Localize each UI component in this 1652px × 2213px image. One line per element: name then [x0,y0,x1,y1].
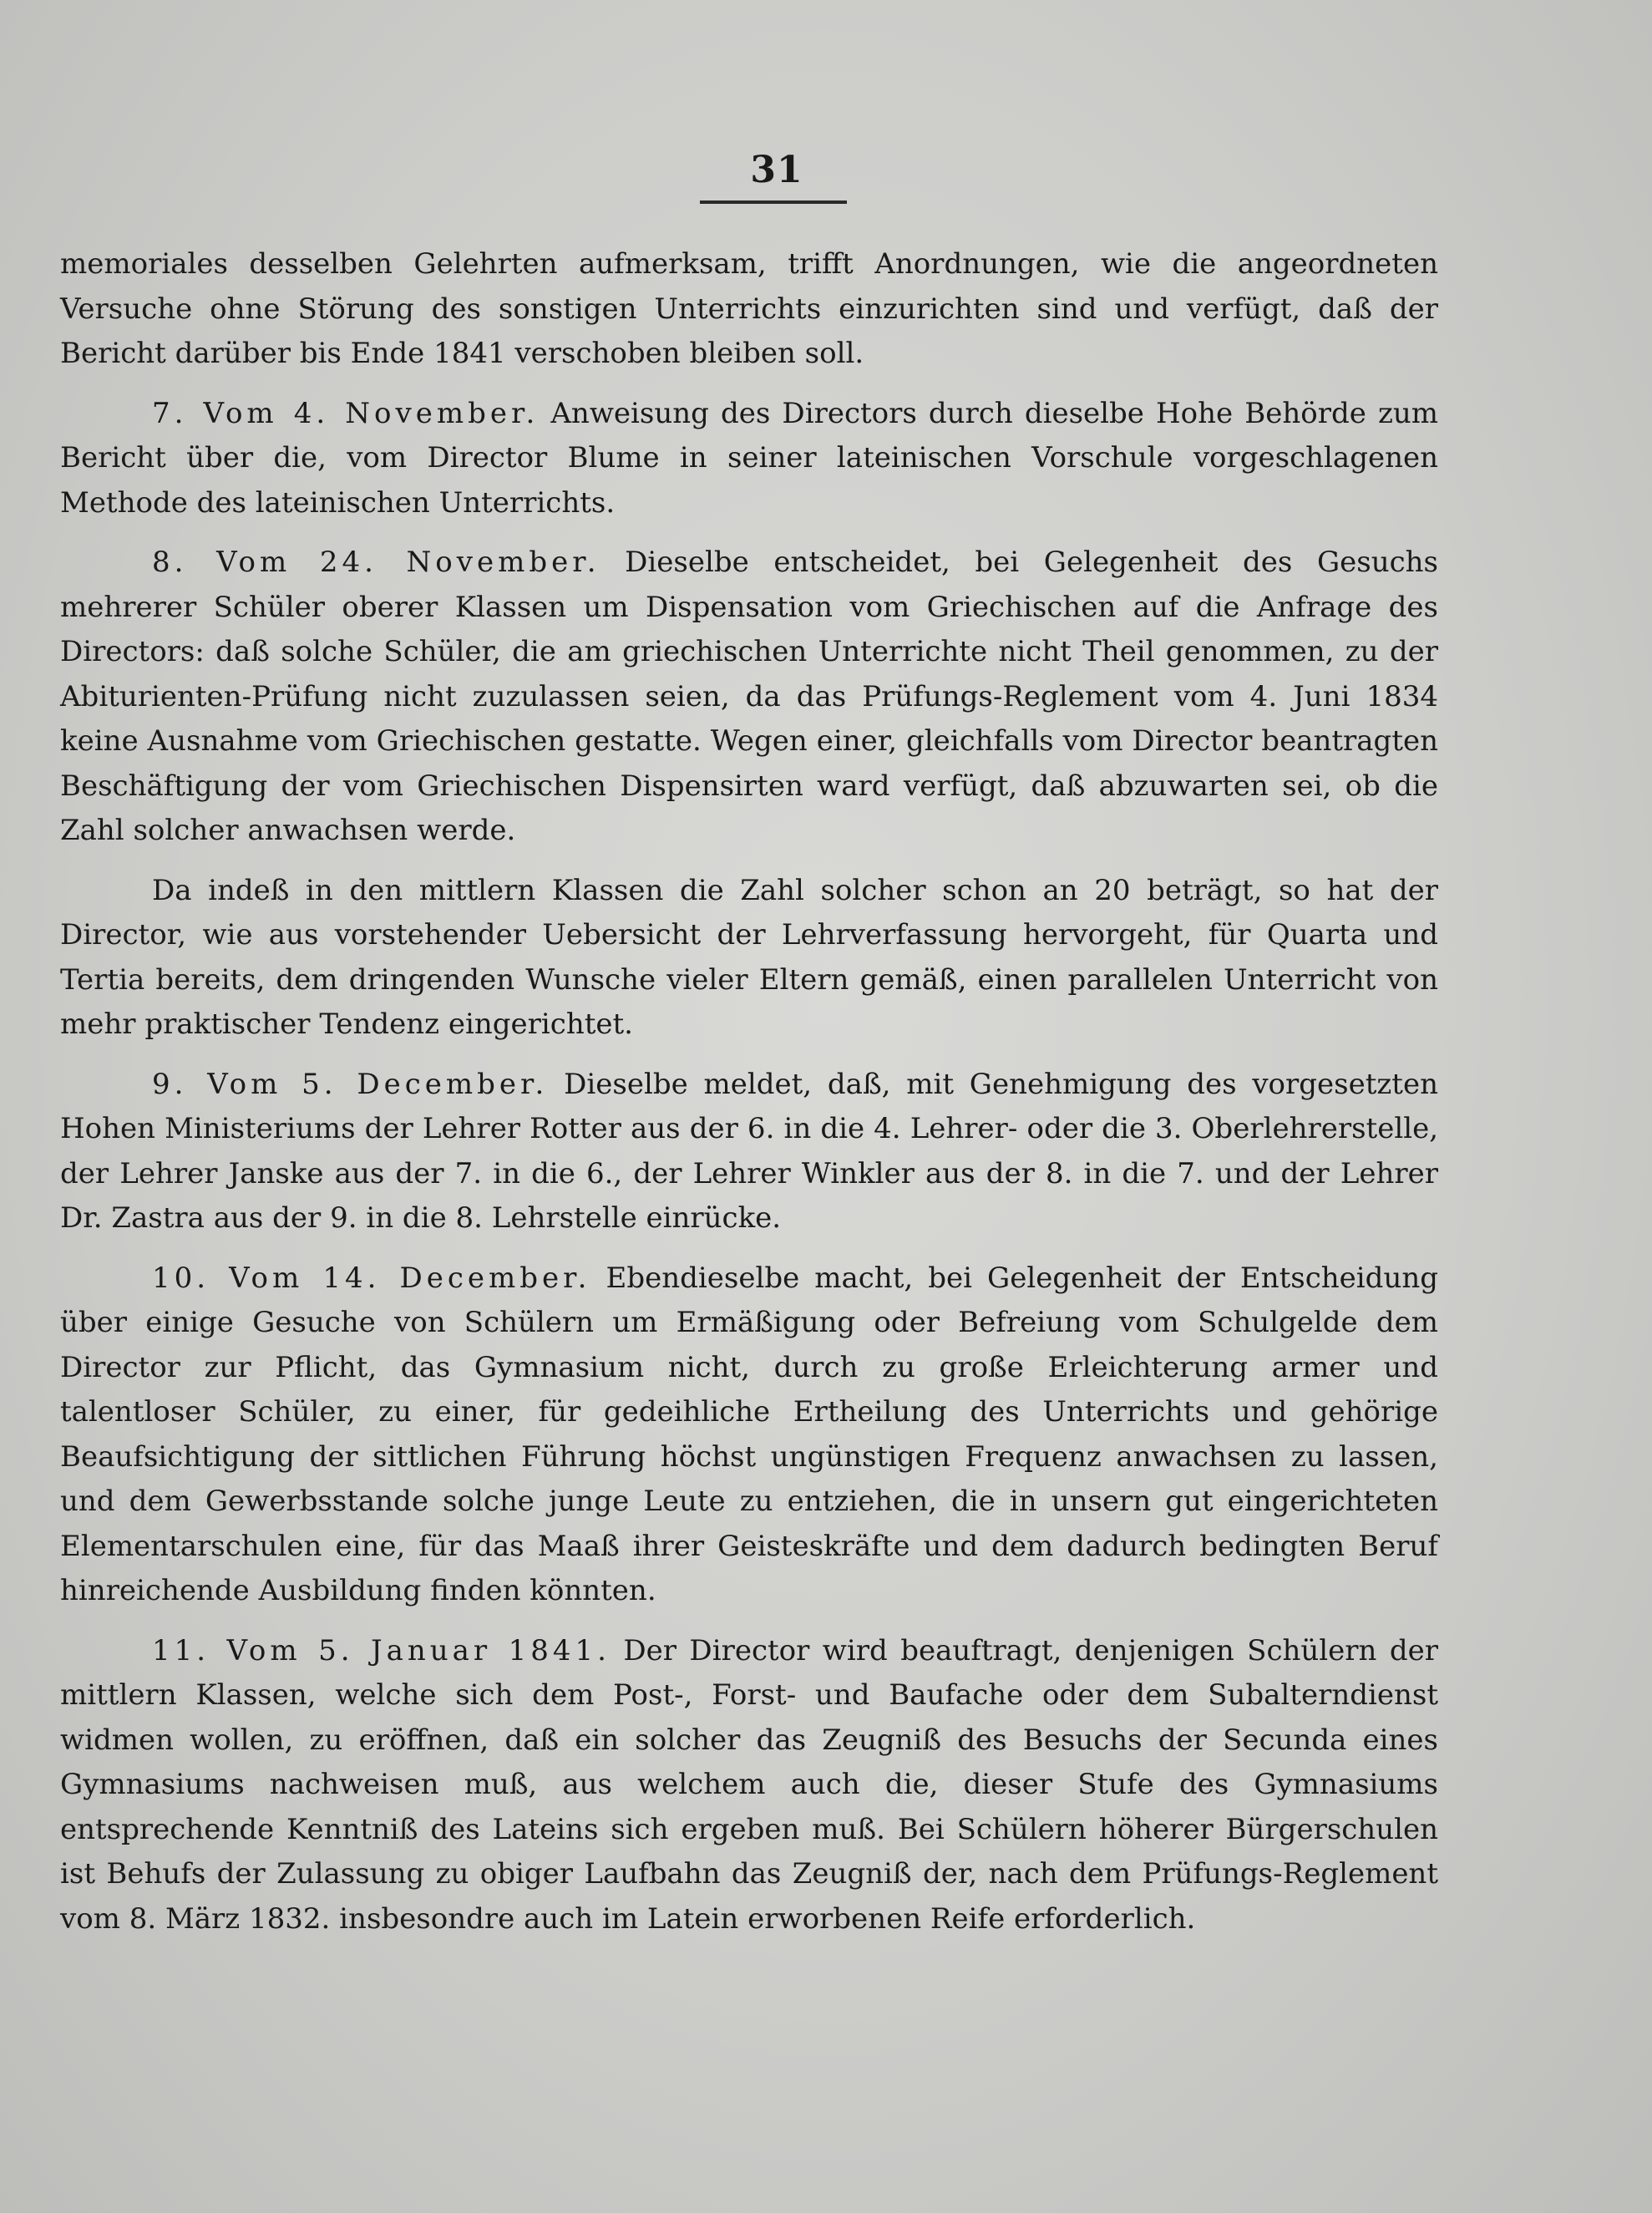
paragraph-lead: 10. Vom 14. December. [152,1261,591,1295]
paragraph-lead: 8. Vom 24. November. [152,546,600,579]
paragraph-text: Da indeß in den mittlern Klassen die Zahl solcher schon an 20 beträgt, so hat der Director, wie aus vorstehender Uebersicht der Lehrverfassung hervorgeht, für Quarta und Tertia bereits, dem dringenden Wunsche vieler Eltern gemäß, einen parallelen Unterricht von mehr praktischer Tendenz eingerichtet. [60,873,1438,1041]
page-number: 31 [750,149,803,191]
paragraph-item-9 [60,1063,1438,1241]
page-number-rule [700,200,847,204]
paragraph-item-11 [60,1629,1438,1942]
paragraph-lead: 7. Vom 4. November. [152,396,540,430]
paragraph-lead: 11. Vom 5. Januar 1841. [152,1633,611,1667]
paragraph-continuation [60,242,1438,377]
paragraph-text: Der Director wird beauftragt, denjenigen Schülern der mittlern Klassen, welche sich dem Post-, Forst- und Baufache oder dem Subalterndienst widmen wollen, zu eröffnen, daß ein solcher das Zeugniß des Besuchs der Secunda eines Gymnasiums nachweisen muß, aus welchem auch die, dieser Stufe des Gymnasiums entsprechende Kenntniß des Lateins sich ergeben muß. Bei Schülern höherer Bürgerschulen ist Behufs der Zulassung zu obiger Laufbahn das Zeugniß der, nach dem Prüfungs-Reglement vom 8. März 1832. insbesondre auch im Latein erworbenen Reife erforderlich. [60,1633,1438,1936]
paragraph-item-8 [60,541,1438,854]
paragraph-text: Dieselbe entscheidet, bei Gelegenheit des Gesuchs mehrerer Schüler oberer Klassen um Dispensation vom Griechischen auf die Anfrage des Directors: daß solche Schüler, die am griechischen Unterrichte nicht Theil genommen, zu der Abiturienten-Prüfung nicht zuzulassen seien, da das Prüfungs-Reglement vom 4. Juni 1834 keine Ausnahme vom Griechischen gestatte. Wegen einer, gleichfalls vom Director beantragten Beschäftigung der vom Griechischen Dispensirten ward verfügt, daß abzuwarten sei, ob die Zahl solcher anwachsen werde. [60,546,1439,847]
paragraph-text: Dieselbe meldet, daß, mit Genehmigung des vorgesetzten Hohen Ministeriums der Lehrer Rotter aus der 6. in die 4. Lehrer- oder die 3. Oberlehrerstelle, der Lehrer Janske aus der 7. in die 6., der Lehrer Winkler aus der 8. in die 7. und der Lehrer Dr. Zastra aus der 9. in die 8. Lehrstelle einrücke. [60,1067,1438,1235]
paragraph-text: memoriales desselben Gelehrten aufmerksam, trifft Anordnungen, wie die angeordneten Versuche ohne Störung des sonstigen Unterrichts einzurichten sind und verfügt, daß der Bericht darüber bis Ende 1841 verschoben bleiben soll. [60,247,1438,370]
paragraph-text: Ebendieselbe macht, bei Gelegenheit der Entscheidung über einige Gesuche von Schülern um Ermäßigung oder Befreiung vom Schulgelde dem Director zur Pflicht, das Gymnasium nicht, durch zu große Erleichterung armer und talentloser Schüler, zu einer, für gedeihliche Ertheilung des Unterrichts und gehörige Beaufsichtigung der sittlichen Führung höchst ungünstigen Frequenz anwachsen zu lassen, und dem Gewerbsstande solche junge Leute zu entziehen, die in unsern gut eingerichteten Elementarschulen eine, für das Maaß ihrer Geisteskräfte und dem dadurch bedingten Beruf hinreichende Ausbildung finden könnten. [60,1261,1439,1607]
body-text [60,242,1438,1941]
paragraph-note [60,869,1438,1048]
paragraph-item-7 [60,392,1438,526]
paragraph-text: Anweisung des Directors durch dieselbe Hohe Behörde zum Bericht über die, vom Director Blume in seiner lateinischen Vorschule vorgeschlagenen Methode des lateinischen Unterrichts. [60,396,1438,520]
paragraph-item-10 [60,1256,1438,1614]
paragraph-lead: 9. Vom 5. December. [152,1067,549,1101]
